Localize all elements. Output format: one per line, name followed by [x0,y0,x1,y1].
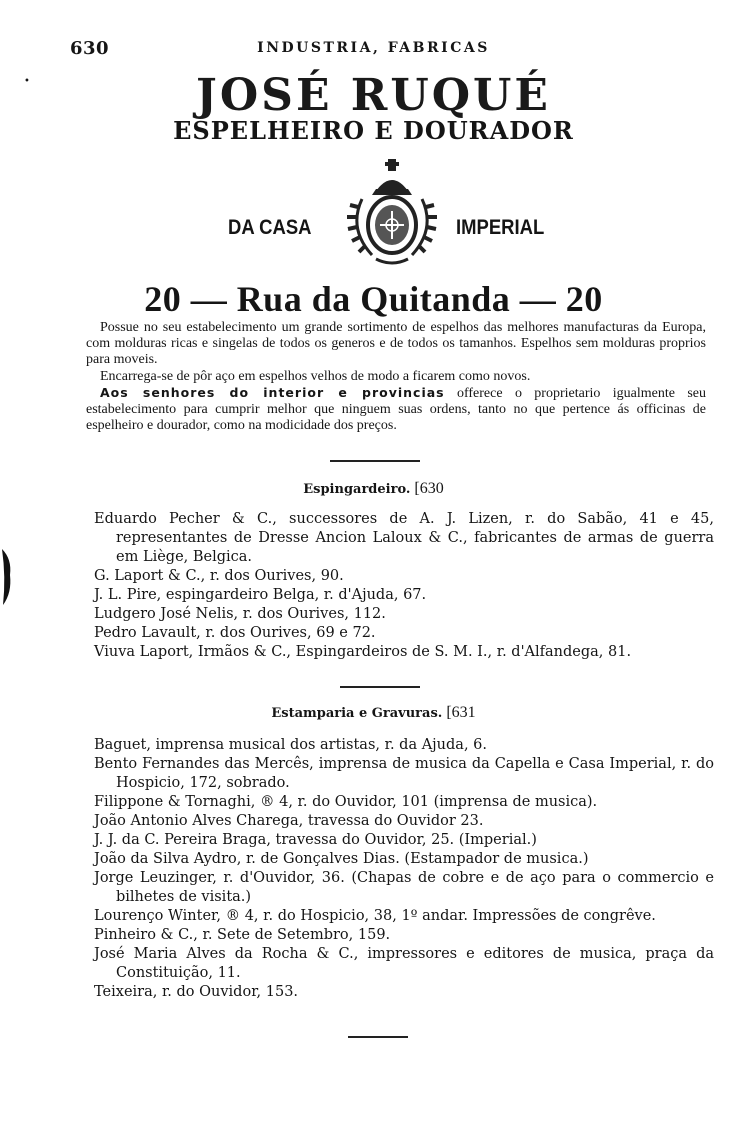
advert-text [86,320,706,434]
directory-entry: G. Laport & C., r. dos Ourives, 90. [94,568,344,584]
directory-entry: Bento Fernandes das Mercês, imprensa de musica da Capella e Casa Imperial, r. do Hospicio, 172, sobrado. [94,756,714,791]
margin-dot: • [24,76,30,87]
divider [340,686,420,688]
directory-entry: J. J. da C. Pereira Braga, travessa do Ouvidor, 25. (Imperial.) [94,832,537,848]
advert-paragraph [86,385,706,435]
advert-paragraph: Possue no seu estabelecimento um grande sortimento de espelhos das melhores manufacturas da Europa, com molduras ricas e singelas de todos os generos e de todos os tamanhos. Espelhos sem molduras proprios para moveis. [86,320,706,368]
running-head: INDUSTRIA, FABRICAS [257,40,490,56]
section-entries [94,736,714,1002]
directory-entry: J. L. Pire, espingardeiro Belga, r. d'Ajuda, 67. [94,587,427,603]
directory-entry: Viuva Laport, Irmãos & C., Espingardeiros de S. M. I., r. d'Alfandega, 81. [94,644,632,660]
directory-entry: Pedro Lavault, r. dos Ourives, 69 e 72. [94,625,376,641]
section-number: [631 [446,704,476,721]
advert-trade: ESPELHEIRO E DOURADOR [173,116,574,145]
section-heading [0,480,747,498]
advert-paragraph: Encarrega-se de pôr aço em espelhos velhos de modo a ficarem como novos. [100,368,531,384]
directory-entry: José Maria Alves da Rocha & C., impressores e editores de musica, praça da Constituição, 11. [94,946,714,981]
imperial-crest-icon [336,151,448,271]
directory-entry: Filippone & Tornaghi, ® 4, r. do Ouvidor, 101 (imprensa de musica). [94,794,598,810]
directory-entry: Lourenço Winter, ® 4, r. do Hospicio, 38, 1º andar. Impressões de congrêve. [94,908,656,924]
directory-entry: Eduardo Pecher & C., successores de A. J. Lizen, r. do Sabão, 41 e 45, representantes de Dresse Ancion Laloux & C., fabricantes de armas de guerra em Liège, Belgica. [94,511,714,565]
advert-lead: Aos senhores do interior e provincias [100,384,445,400]
directory-entry: Baguet, imprensa musical dos artistas, r. da Ajuda, 6. [94,737,487,753]
section-title: Espingardeiro. [303,482,411,497]
directory-entry: Pinheiro & C., r. Sete de Setembro, 159. [94,927,391,943]
section-number: [630 [414,480,444,497]
casa-label-left: DA CASA [228,216,312,239]
directory-entry: Teixeira, r. do Ouvidor, 153. [94,984,299,1000]
directory-entry: João da Silva Aydro, r. de Gonçalves Dias. (Estampador de musica.) [94,851,589,867]
directory-entry: Jorge Leuzinger, r. d'Ouvidor, 36. (Chapas de cobre e de aço para o commercio e bilhetes de visita.) [94,870,714,905]
section-title: Estamparia e Gravuras. [271,706,443,721]
divider [348,1036,408,1038]
ink-smudge-icon [0,545,14,607]
advert-address: 20 — Rua da Quitanda — 20 [144,279,603,319]
advert-name: JOSÉ RUQUÉ [196,70,551,121]
casa-label-right: IMPERIAL [456,216,545,239]
directory-entry: Ludgero José Nelis, r. dos Ourives, 112. [94,606,386,622]
section-entries [94,510,714,662]
page-number: 630 [70,38,110,59]
directory-entry: João Antonio Alves Charega, travessa do Ouvidor 23. [94,813,484,829]
divider [330,460,420,462]
advert-paragraph-rest: offerece o proprietario igualmente seu estabelecimento para cumprir melhor que ninguem suas ordens, tanto no que pertence ás officinas de espelheiro e dourador, como na modicidade dos preços. [86,385,706,434]
section-heading [0,704,747,722]
